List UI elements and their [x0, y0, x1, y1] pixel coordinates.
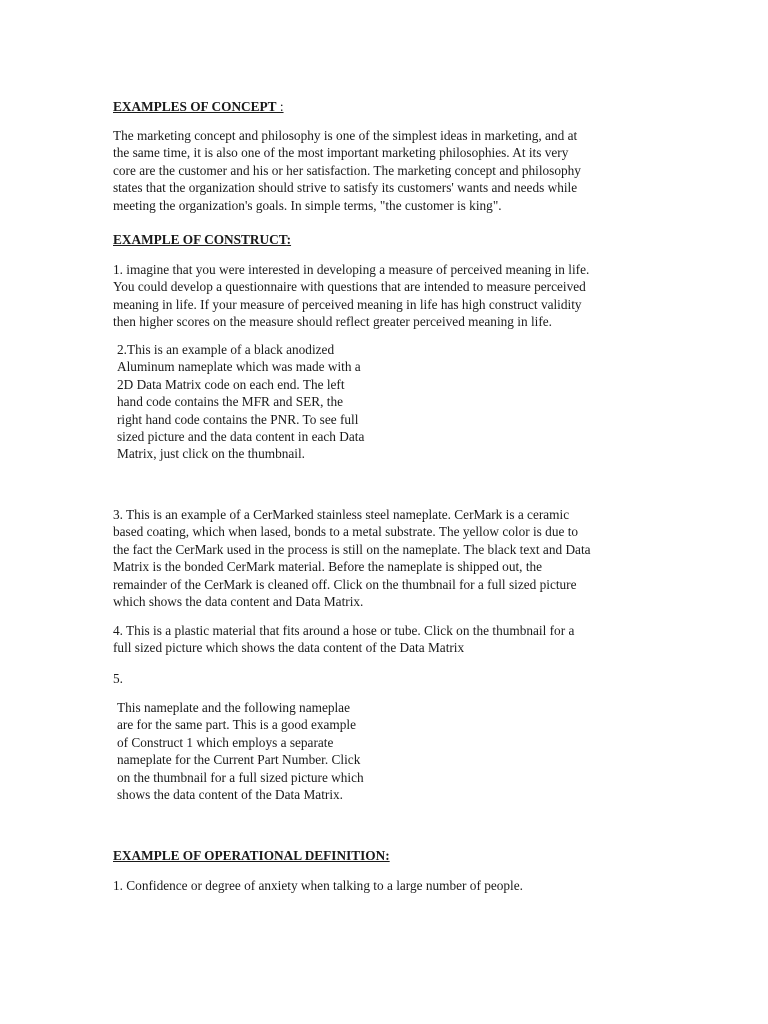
construct-item-1-line: then higher scores on the measure should reflect greater perceived meaning in life. [113, 314, 552, 330]
construct-item-2-line: Aluminum nameplate which was made with a [117, 359, 361, 375]
concept-line: The marketing concept and philosophy is one of the simplest ideas in marketing, and at [113, 128, 578, 143]
construct-item-3 [113, 506, 668, 610]
construct-item-3-line: the fact the CerMark used in the process is still on the nameplate. The black text and Data [113, 541, 591, 557]
construct-item-3-line: based coating, which when lased, bonds to a metal substrate. The yellow color is due to [113, 524, 579, 540]
construct-item-2-line: Matrix, just click on the thumbnail. [117, 446, 305, 462]
operational-heading-text: EXAMPLE OF OPERATIONAL DEFINITION: [113, 848, 390, 863]
construct-item-2-line: 2.This is an example of a black anodized [117, 342, 335, 357]
construct-heading-suffix: : [286, 232, 292, 247]
construct-heading-text: EXAMPLE OF CONSTRUCT [113, 232, 287, 247]
concept-line: states that the organization should strive to satisfy its customers' wants and needs while [113, 180, 578, 196]
construct-item-3-line: remainder of the CerMark is cleaned off. Click on the thumbnail for a full sized picture [113, 576, 577, 592]
concept-paragraph [113, 127, 668, 214]
construct-item-2 [117, 341, 672, 463]
concept-heading-suffix: : [276, 99, 284, 114]
construct-item-4-line: 4. This is a plastic material that fits around a hose or tube. Click on the thumbnail for a [113, 623, 575, 638]
construct-item-2-line: right hand code contains the PNR. To see full [117, 411, 359, 427]
construct-item-2-line: 2D Data Matrix code on each end. The left [117, 376, 345, 392]
concept-line: meeting the organization's goals. In simple terms, "the customer is king". [113, 197, 502, 213]
construct-heading [113, 231, 291, 248]
construct-item-5-number [113, 670, 668, 687]
operational-heading [113, 847, 390, 864]
construct-item-4 [113, 622, 668, 657]
item-5-number: 5. [113, 671, 123, 686]
construct-item-5-line: This nameplate and the following nameplae [117, 700, 350, 715]
construct-item-5-line: are for the same part. This is a good example [117, 717, 357, 733]
construct-item-4-line: full sized picture which shows the data content of the Data Matrix [113, 640, 465, 656]
construct-item-1-line: You could develop a questionnaire with questions that are intended to measure perceived [113, 279, 586, 295]
construct-item-3-line: Matrix is the bonded CerMark material. Before the nameplate is shipped out, the [113, 559, 543, 575]
operational-item-1-line: 1. Confidence or degree of anxiety when talking to a large number of people. [113, 878, 523, 893]
construct-item-3-line: 3. This is an example of a CerMarked stainless steel nameplate. CerMark is a ceramic [113, 507, 570, 522]
concept-line: core are the customer and his or her satisfaction. The marketing concept and philosophy [113, 162, 581, 178]
construct-item-1-line: 1. imagine that you were interested in developing a measure of perceived meaning in life. [113, 262, 590, 277]
construct-item-3-line: which shows the data content and Data Matrix. [113, 594, 364, 610]
construct-item-5 [117, 699, 672, 803]
construct-item-5-line: shows the data content of the Data Matrix. [117, 787, 343, 803]
construct-item-5-line: of Construct 1 which employs a separate [117, 734, 334, 750]
concept-heading [113, 98, 284, 115]
concept-line: the same time, it is also one of the most important marketing philosophies. At its very [113, 145, 569, 161]
construct-item-5-line: nameplate for the Current Part Number. Click [117, 752, 361, 768]
construct-item-2-line: hand code contains the MFR and SER, the [117, 394, 344, 410]
concept-heading-text: EXAMPLES OF CONCEPT [113, 99, 277, 114]
construct-item-1 [113, 261, 668, 331]
construct-item-2-line: sized picture and the data content in each Data [117, 429, 365, 445]
operational-item-1 [113, 877, 668, 894]
construct-item-5-line: on the thumbnail for a full sized picture which [117, 769, 364, 785]
construct-item-1-line: meaning in life. If your measure of perceived meaning in life has high construct validity [113, 296, 582, 312]
